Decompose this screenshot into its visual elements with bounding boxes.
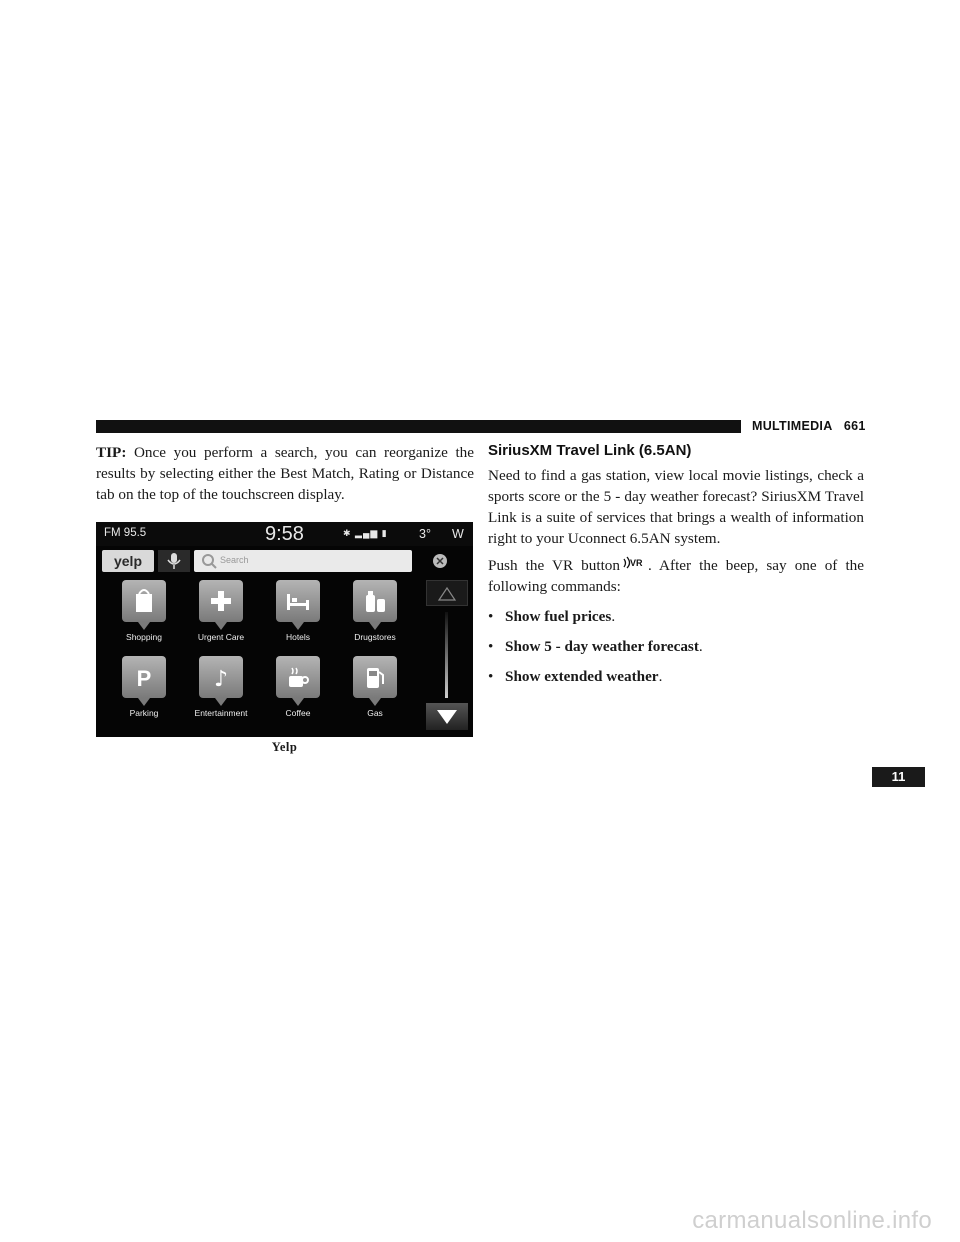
yelp-toolbar <box>100 548 469 574</box>
search-input[interactable] <box>194 550 412 572</box>
header-rule <box>96 420 741 433</box>
category-tile-shopping[interactable] <box>110 580 178 642</box>
bullet: • <box>488 608 494 625</box>
close-icon <box>430 552 450 570</box>
voice-recognition-icon <box>622 555 648 569</box>
command-text: Show 5 - day weather forecast <box>505 638 699 655</box>
bottles-icon <box>353 580 397 622</box>
clear-search-button[interactable] <box>430 552 450 570</box>
command-period: . <box>698 638 703 655</box>
command-text: Show extended weather <box>505 668 659 685</box>
left-column <box>96 442 474 505</box>
push-text-after: . After the beep, say one of the following commands: <box>488 557 864 595</box>
tile-label: Parking <box>129 708 159 718</box>
watermark: carmanualsonline.info <box>692 1207 932 1234</box>
right-column <box>488 442 864 697</box>
signal-indicators-icon: ✱ ▂▄▆ ▮ <box>343 528 388 538</box>
triangle-up-icon <box>427 581 467 605</box>
temperature: 3° <box>419 527 431 541</box>
tip-paragraph <box>96 442 474 505</box>
category-tile-drugstores[interactable] <box>341 580 409 642</box>
parking-icon <box>122 656 166 698</box>
header-page-number: 661 <box>843 419 866 433</box>
header-section: MULTIMEDIA <box>752 419 833 433</box>
microphone-icon <box>158 550 190 572</box>
coffee-cup-icon <box>276 656 320 698</box>
tip-text: Once you perform a search, you can reorganize the results by selecting either the Best Match, Rating or Distance tab on the top of the touchscreen display. <box>96 444 474 503</box>
command-period: . <box>658 668 663 685</box>
figure-caption: Yelp <box>271 740 298 754</box>
command-list <box>488 607 864 686</box>
tile-label: Shopping <box>126 632 162 642</box>
category-tile-coffee[interactable] <box>264 656 332 718</box>
status-bar <box>96 522 473 546</box>
shopping-bag-icon <box>122 580 166 622</box>
scrollbar-track[interactable] <box>445 612 448 698</box>
svg-text:VR: VR <box>630 558 643 568</box>
tip-label: TIP: <box>96 444 127 461</box>
compass-heading: W <box>452 527 464 541</box>
command-text: Show fuel prices <box>505 608 612 625</box>
svg-text:♪: ♪ <box>213 667 229 692</box>
radio-station: FM 95.5 <box>104 527 147 539</box>
bullet: • <box>488 668 494 685</box>
bed-icon <box>276 580 320 622</box>
bullet: • <box>488 638 494 655</box>
category-tile-entertainment[interactable] <box>187 656 255 718</box>
tile-label: Drugstores <box>354 632 396 642</box>
scroll-up-button[interactable] <box>426 580 468 606</box>
yelp-screen-figure <box>96 522 473 737</box>
scroll-down-button[interactable] <box>426 703 468 730</box>
microphone-button[interactable] <box>158 550 190 572</box>
tile-label: Coffee <box>285 708 311 718</box>
push-text-before: Push the VR button <box>488 557 620 574</box>
search-icon <box>198 550 220 572</box>
triangle-down-icon <box>426 703 468 730</box>
clock: 9:58 <box>265 523 304 545</box>
scroll-control <box>426 580 468 730</box>
section-intro: Need to find a gas station, view local movie listings, check a sports score or the 5 - day weather forecast? SiriusXM Travel Link is a suite of services that brings a wealth of information right to your Uconnect 6.5AN system. <box>488 467 864 547</box>
list-item <box>488 667 864 686</box>
category-tile-hotels[interactable] <box>264 580 332 642</box>
category-tile-gas[interactable] <box>341 656 409 718</box>
tile-label: Urgent Care <box>197 632 245 642</box>
push-vr-paragraph <box>488 555 864 597</box>
svg-text:P: P <box>136 666 152 691</box>
fuel-pump-icon <box>353 656 397 698</box>
search-placeholder: Search <box>220 555 249 565</box>
command-period: . <box>611 608 616 625</box>
music-note-icon <box>199 656 243 698</box>
yelp-logo: yelp <box>102 550 154 572</box>
category-tile-urgent-care[interactable] <box>187 580 255 642</box>
chapter-tab: 11 <box>872 767 925 787</box>
running-header <box>752 419 866 433</box>
tile-label: Hotels <box>285 632 311 642</box>
list-item <box>488 607 864 626</box>
section-heading: SiriusXM Travel Link (6.5AN) <box>488 442 692 459</box>
category-tile-parking[interactable] <box>110 656 178 718</box>
tile-label: Entertainment <box>194 708 248 718</box>
tile-label: Gas <box>367 708 383 718</box>
list-item <box>488 637 864 656</box>
plus-icon <box>199 580 243 622</box>
